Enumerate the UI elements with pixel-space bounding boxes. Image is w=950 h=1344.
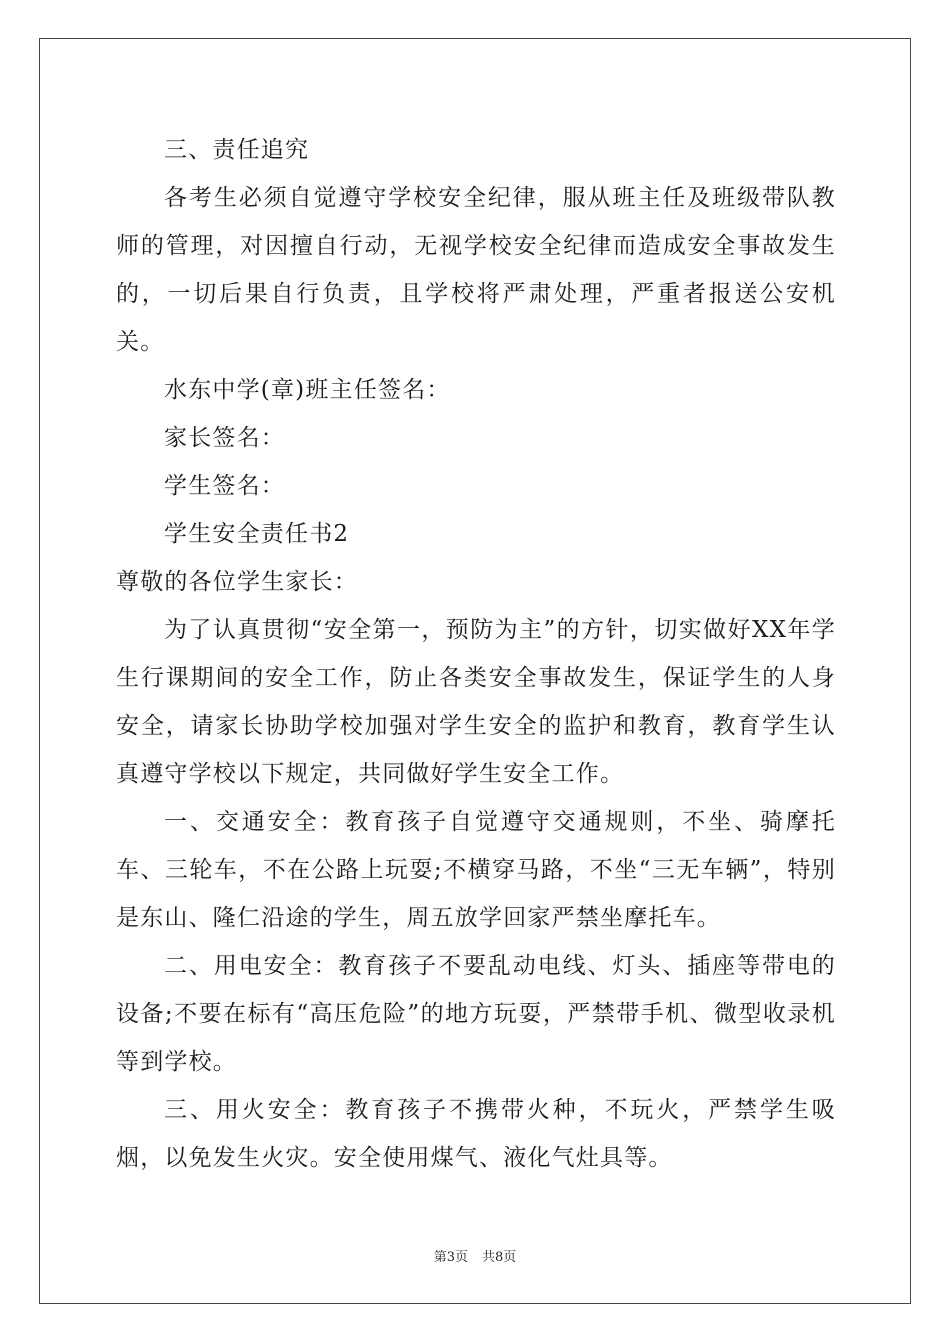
paragraph-student-signature: 学生签名： — [164, 473, 285, 499]
paragraph-traffic-safety: 一、交通安全：教育孩子自觉遵守交通规则，不坐、骑摩托车、三轮车，不在公路上玩耍;不横穿马路，不坐“三无车辆”，特别是东山、隆仁沿途的学生，周五放学回家严禁坐摩托车。 — [116, 809, 836, 931]
document-body — [116, 126, 836, 1182]
paragraph-electric-safety: 二、用电安全：教育孩子不要乱动电线、灯头、插座等带电的设备;不要在标有“高压危险”的地方玩耍，严禁带手机、微型收录机等到学校。 — [116, 953, 836, 1075]
paragraph-parent-signature: 家长签名： — [164, 425, 285, 451]
paragraph-fire-safety: 三、用火安全：教育孩子不携带火种，不玩火，严禁学生吸烟，以免发生火灾。安全使用煤气、液化气灶具等。 — [116, 1097, 836, 1171]
page-number: 第3页 — [433, 1250, 468, 1265]
paragraph-intro: 为了认真贯彻“安全第一，预防为主”的方针，切实做好XX年学生行课期间的安全工作，防止各类安全事故发生，保证学生的人身安全，请家长协助学校加强对学生安全的监护和教育，教育学生认真遵守学校以下规定，共同做好学生安全工作。 — [116, 617, 836, 787]
paragraph-responsibility-text: 各考生必须自觉遵守学校安全纪律，服从班主任及班级带队教师的管理，对因擅自行动，无视学校安全纪律而造成安全事故发生的，一切后果自行负责，且学校将严肃处理，严重者报送公安机关。 — [116, 185, 836, 355]
page-footer — [0, 1246, 950, 1265]
page-total: 共8页 — [482, 1250, 517, 1265]
paragraph-section-heading-3: 三、责任追究 — [164, 137, 310, 163]
paragraph-teacher-signature: 水东中学(章)班主任签名： — [164, 377, 451, 403]
paragraph-document-title-2: 学生安全责任书2 — [164, 521, 350, 547]
paragraph-salutation: 尊敬的各位学生家长： — [116, 569, 358, 595]
